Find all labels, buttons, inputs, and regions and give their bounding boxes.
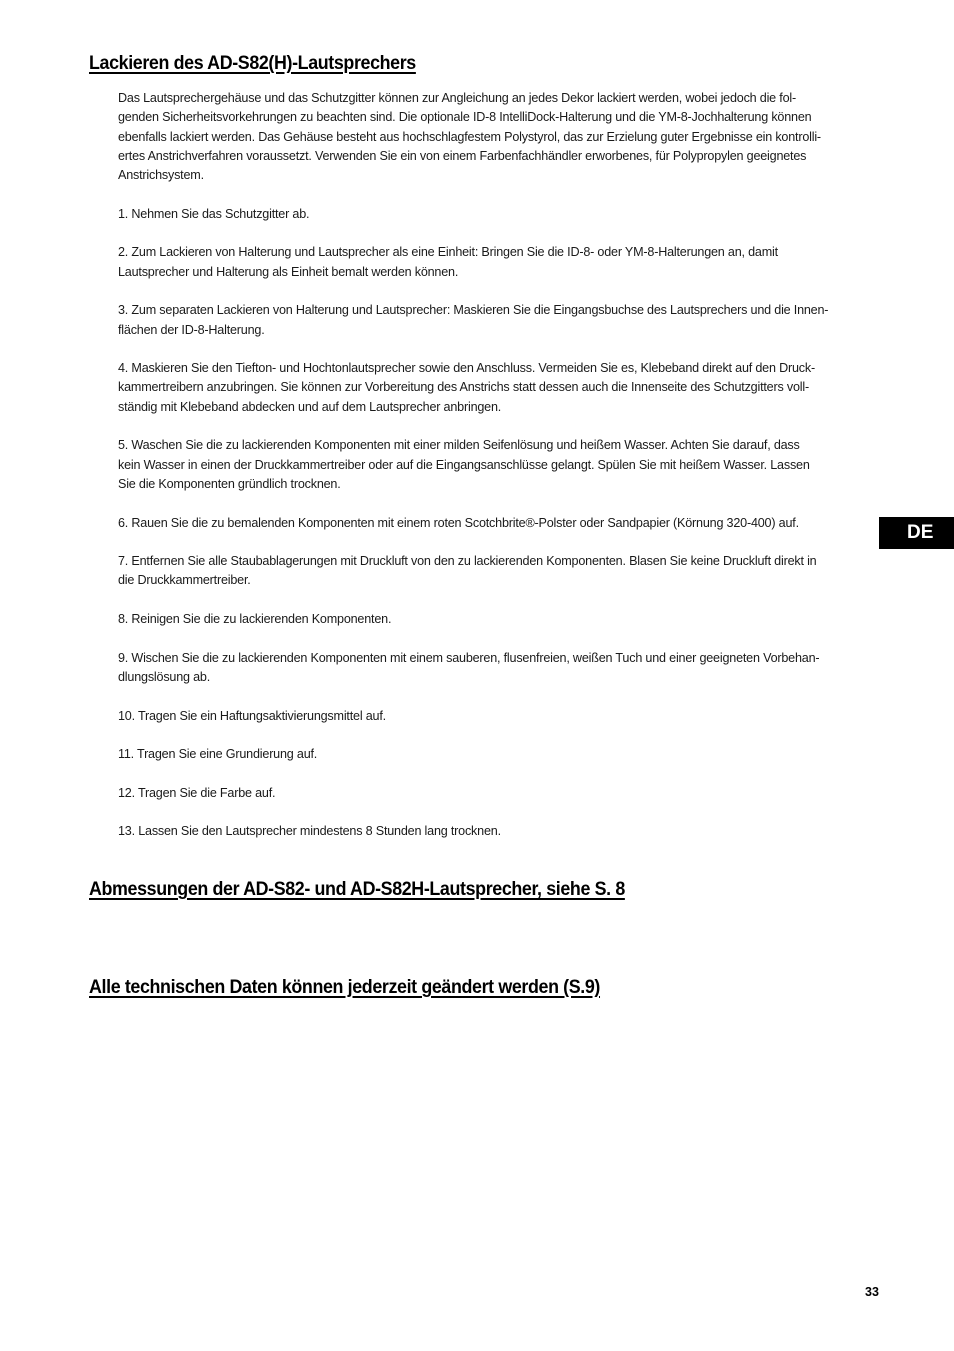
intro-paragraph <box>118 89 870 185</box>
step-line: 12. Tragen Sie die Farbe auf. <box>118 785 276 800</box>
step-8 <box>118 610 870 629</box>
step-line: 7. Entfernen Sie alle Staubablagerungen mit Druckluft von den zu lackierenden Komponenten. Blasen Sie keine Druckluft direkt in <box>118 554 817 569</box>
intro-line: ebenfalls lackiert werden. Das Gehäuse besteht aus hochschlagfestem Polystyrol, das zur Erzielung guter Ergebnisse ein kontrolli- <box>118 129 821 144</box>
step-10 <box>118 707 870 726</box>
intro-line: Anstrichsystem. <box>118 168 204 183</box>
step-line: kein Wasser in einen der Druckkammertreiber oder auf die Eingangsanschlüsse gelangt. Spülen Sie mit heißem Wasser. Lassen <box>118 457 810 472</box>
step-line: 5. Waschen Sie die zu lackierenden Komponenten mit einer milden Seifenlösung und heißem Wasser. Achten Sie darauf, dass <box>118 438 800 453</box>
step-1 <box>118 205 870 224</box>
step-line: 3. Zum separaten Lackieren von Halterung und Lautsprecher: Maskieren Sie die Eingangsbuchse des Lautsprechers und die Innen- <box>118 303 829 318</box>
step-line: die Druckkammertreiber. <box>118 573 251 588</box>
step-line: kammertreibern anzubringen. Sie können zur Vorbereitung des Anstrichs statt dessen auch die Innenseite des Schutzgitters voll- <box>118 380 809 395</box>
step-line: ständig mit Klebeband abdecken und auf dem Lautsprecher anbringen. <box>118 399 502 414</box>
step-13 <box>118 822 870 841</box>
step-9 <box>118 649 870 688</box>
step-12 <box>118 784 870 803</box>
step-line: 8. Reinigen Sie die zu lackierenden Komponenten. <box>118 612 392 627</box>
step-line: 10. Tragen Sie ein Haftungsaktivierungsmittel auf. <box>118 708 386 723</box>
step-line: 4. Maskieren Sie den Tiefton- und Hochtonlautsprecher sowie den Anschluss. Vermeiden Sie es, Klebeband direkt auf den Druck- <box>118 361 815 376</box>
page-number: 33 <box>865 1285 879 1299</box>
step-2 <box>118 243 870 282</box>
step-line: flächen der ID-8-Halterung. <box>118 322 265 337</box>
step-3 <box>118 301 870 340</box>
step-line: Lautsprecher und Halterung als Einheit bemalt werden können. <box>118 264 459 279</box>
step-5 <box>118 436 870 494</box>
step-line: 2. Zum Lackieren von Halterung und Lautsprecher als eine Einheit: Bringen Sie die ID-8- oder YM-8-Halterungen an, damit <box>118 245 778 260</box>
step-line: 6. Rauen Sie die zu bemalenden Komponenten mit einem roten Scotchbrite®-Polster oder Sandpapier (Körnung 320-400) auf. <box>118 515 799 530</box>
step-line: 1. Nehmen Sie das Schutzgitter ab. <box>118 206 310 221</box>
section-heading-painting: Lackieren des AD-S82(H)-Lautsprechers <box>89 53 416 74</box>
intro-line: genden Sicherheitsvorkehrungen zu beachten sind. Die optionale ID-8 IntelliDock-Halterung und die YM-8-Jochhalterung können <box>118 110 812 125</box>
step-line: dlungslösung ab. <box>118 669 211 684</box>
section-heading-specs: Alle technischen Daten können jederzeit geändert werden (S.9) <box>89 977 601 998</box>
step-11 <box>118 745 870 764</box>
step-line: 13. Lassen Sie den Lautsprecher mindestens 8 Stunden lang trocknen. <box>118 824 501 839</box>
intro-line: Das Lautsprechergehäuse und das Schutzgitter können zur Angleichung an jedes Dekor lackiert werden, wobei jedoch die fol- <box>118 91 796 105</box>
language-tab: DE <box>879 517 954 549</box>
intro-line: ertes Anstrichverfahren voraussetzt. Verwenden Sie ein von einem Farbenfachhändler erworbenes, für Polypropylen geeignetes <box>118 148 807 163</box>
body-text <box>118 89 870 861</box>
section-heading-dimensions: Abmessungen der AD-S82- und AD-S82H-Lautsprecher, siehe S. 8 <box>89 879 625 900</box>
step-7 <box>118 552 870 591</box>
step-line: 11. Tragen Sie eine Grundierung auf. <box>118 747 318 762</box>
step-6 <box>118 514 870 533</box>
step-line: 9. Wischen Sie die zu lackierenden Komponenten mit einem sauberen, flusenfreien, weißen Tuch und einer geeigneten Vorbehan- <box>118 650 820 665</box>
step-line: Sie die Komponenten gründlich trocknen. <box>118 476 341 491</box>
step-4 <box>118 359 870 417</box>
